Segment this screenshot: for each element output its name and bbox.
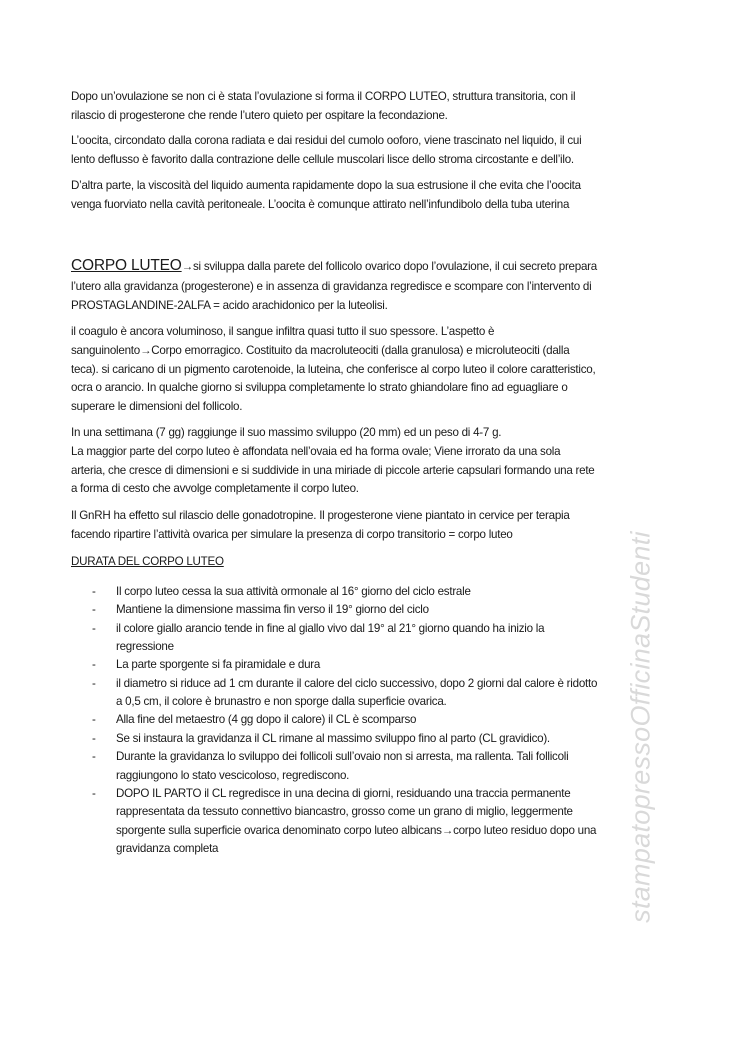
paragraph-line: In una settimana (7 gg) raggiunge il suo massimo sviluppo (20 mm) ed un peso di 4-7 g. (71, 426, 502, 439)
list-bullet: - (92, 731, 96, 745)
list-bullet: - (92, 585, 96, 598)
paragraph-line: ocra o arancio. In qualche giorno si sviluppa completamente lo strato ghiandolare fino ad eguagliare o (71, 381, 568, 395)
paragraph-line: D’altra parte, la viscosità del liquido aumenta rapidamente dopo la sua estrusione il che evita che l’oocita (71, 179, 581, 192)
list-bullet: - (92, 603, 96, 617)
paragraph-line: lento deflusso è favorito dalla contrazione delle cellule muscolari lisce dello stroma circostante e dell’ilo. (71, 152, 574, 166)
list-item-line: raggiungono lo stato vescicoloso, regrediscono. (116, 768, 350, 782)
list-item-line: regressione (116, 640, 174, 654)
list-item-line: gravidanza completa (116, 841, 219, 855)
watermark: stampatopressoOfficinaStudenti (625, 531, 656, 923)
paragraph-line: facendo ripartire l’attività ovarica per simulare la presenza di corpo transitorio = corpo luteo (71, 527, 513, 541)
list-item-line: sporgente sulla superficie ovarica denominato corpo luteo albicans→corpo luteo residuo dopo una (116, 823, 597, 837)
list-item-line: il diametro si riduce ad 1 cm durante il calore del ciclo successivo, dopo 2 giorni dal calore è ridotto (116, 676, 598, 690)
paragraph-line: PROSTAGLANDINE-2ALFA = acido arachidonico per la luteolisi. (71, 298, 388, 312)
paragraph-line: superare le dimensioni del follicolo. (71, 400, 243, 414)
list-item-line: Se si instaura la gravidanza il CL rimane al massimo sviluppo fino al parto (CL gravidico). (116, 731, 550, 745)
paragraph-line: il coagulo è ancora voluminoso, il sangue infiltra quasi tutto il suo spessore. L’aspetto è (71, 325, 495, 338)
list-bullet: - (92, 658, 96, 672)
section-heading-corpo-luteo: CORPO LUTEO (71, 257, 182, 274)
list-item-line: DOPO IL PARTO il CL regredisce in una decina di giorni, residuando una traccia permanente (116, 786, 571, 800)
list-bullet: - (92, 750, 96, 764)
paragraph-line: L’oocita, circondato dalla corona radiata e dai residui del cumolo ooforo, viene trascinato nel liquido, il cui (71, 134, 582, 147)
paragraph-line: arteria, che cresce di dimensioni e si suddivide in una miriade di piccole arterie capsulari formando una rete (71, 463, 595, 477)
paragraph-line: teca). si caricano di un pigmento carotenoide, la luteina, che conferisce al corpo luteo il colore caratteristico, (71, 362, 596, 376)
list-item-line: Alla fine del metaestro (4 gg dopo il calore) il CL è scomparso (116, 713, 417, 727)
paragraph-line: rilascio di progesterone che rende l’utero quieto per ospitare la fecondazione. (71, 108, 448, 122)
paragraph-line: venga fuorviato nella cavità peritoneale. L’oocita è comunque attirato nell’infundibolo della tuba uterina (71, 197, 570, 211)
list-item-line: Il corpo luteo cessa la sua attività ormonale al 16° giorno del ciclo estrale (116, 585, 471, 598)
list-item-line: Durante la gravidanza lo sviluppo dei follicoli sull’ovaio non si arresta, ma rallenta. Tali follicoli (116, 750, 569, 764)
list-item-line: La parte sporgente si fa piramidale e dura (116, 658, 321, 672)
paragraph-line: l’utero alla gravidanza (progesterone) e in assenza di gravidanza regredisce e scompare con l’intervento di (71, 279, 592, 293)
section-heading-durata: DURATA DEL CORPO LUTEO (71, 555, 224, 568)
paragraph-line: Il GnRH ha effetto sul rilascio delle gonadotropine. Il progesterone viene piantato in cervice per terapia (71, 509, 570, 522)
paragraph-line: sanguinolento→Corpo emorragico. Costituito da macroluteociti (dalla granulosa) e microluteociti (dalla (71, 343, 570, 357)
paragraph-line: Dopo un’ovulazione se non ci è stata l’ovulazione si forma il CORPO LUTEO, struttura transitoria, con il (71, 90, 576, 103)
list-item-line: rappresentata da tessuto connettivo biancastro, grosso come un grano di miglio, leggermente (116, 805, 573, 819)
list-bullet: - (92, 676, 96, 690)
list-bullet: - (92, 713, 96, 727)
paragraph-line: →si sviluppa dalla parete del follicolo ovarico dopo l’ovulazione, il cui secreto prepara (181, 260, 597, 273)
list-bullet: - (92, 786, 96, 800)
corpo-luteo-line (71, 257, 597, 276)
list-item-line: a 0,5 cm, il colore è brunastro e non sporge dalla superficie ovarica. (116, 695, 447, 709)
paragraph-line: a forma di cesto che avvolge completamente il corpo luteo. (71, 482, 359, 496)
list-bullet: - (92, 621, 96, 635)
list-item-line: Mantiene la dimensione massima fin verso il 19° giorno del ciclo (116, 603, 429, 617)
list-item-line: il colore giallo arancio tende in fine al giallo vivo dal 19° al 21° giorno quando ha inizio la (116, 621, 545, 635)
paragraph-line: La maggior parte del corpo luteo è affondata nell’ovaia ed ha forma ovale; Viene irrorato da una sola (71, 444, 561, 458)
